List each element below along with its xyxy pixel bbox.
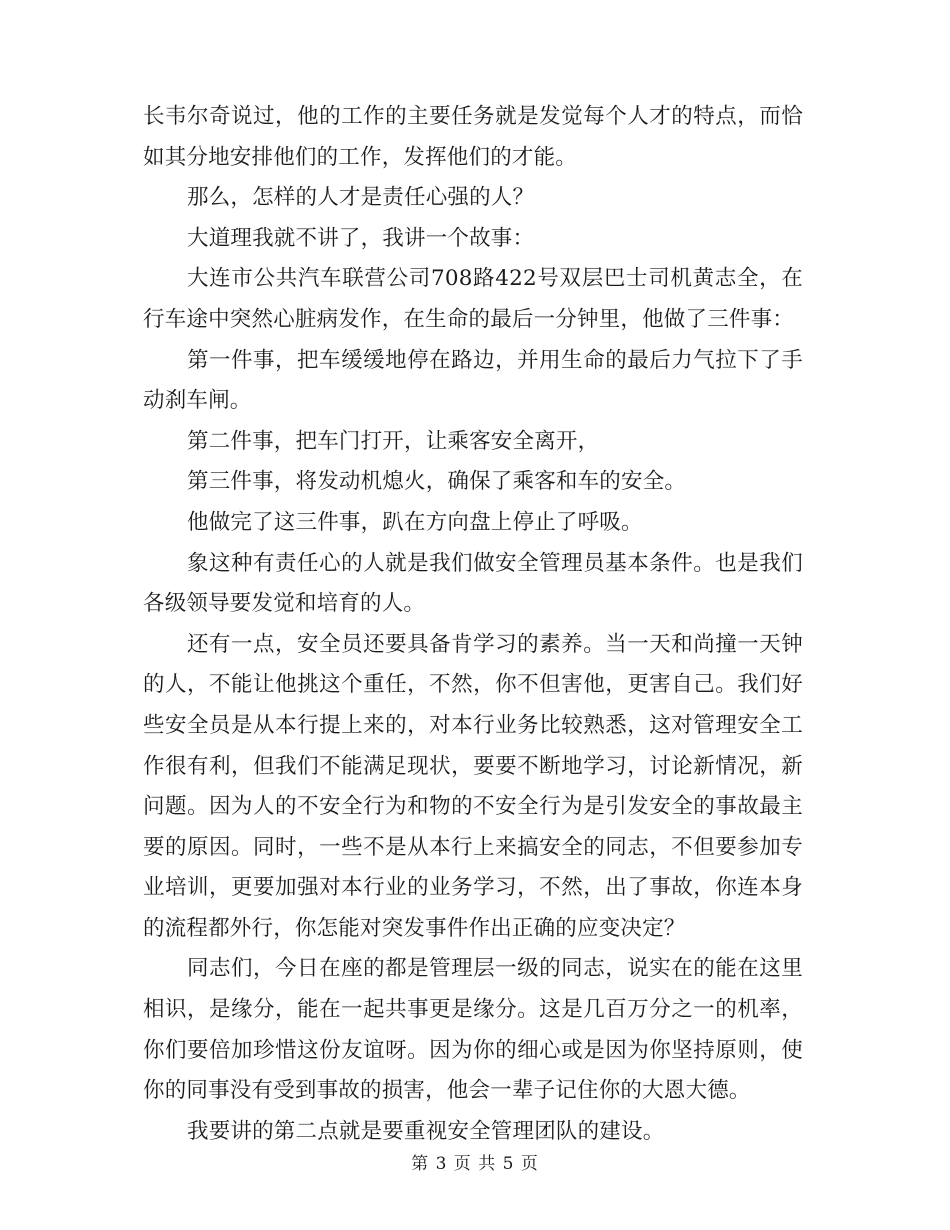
paragraph-4: 大连市公共汽车联营公司708路422号双层巴士司机黄志全，在行车途中突然心脏病发作，在生命的最后一分钟里，他做了三件事： bbox=[143, 266, 803, 332]
paragraph-6: 第二件事，把车门打开，让乘客安全离开， bbox=[187, 428, 600, 454]
paragraph-8: 他做完了这三件事，趴在方向盘上停止了呼吸。 bbox=[187, 509, 643, 535]
paragraph-10: 还有一点，安全员还要具备肯学习的素养。当一天和尚撞一天钟的人，不能让他挑这个重任，不然，你不但害他，更害自己。我们好些安全员是从本行提上来的，对本行业务比较熟悉，这对管理安全工作很有利，但我们不能满足现状，要要不断地学习，讨论新情况，新问题。因为人的不安全行为和物的不安全行为是引发安全的事故最主要的原因。同时，一些不是从本行上来搞安全的同志，不但要参加专业培训，更要加强对本行业的业务学习，不然，出了事故，你连本身的流程都外行，你怎能对突发事件作出正确的应变决定？ bbox=[143, 631, 803, 941]
paragraph-12: 我要讲的第二点就是要重视安全管理团队的建设。 bbox=[187, 1118, 665, 1144]
page-footer bbox=[0, 1152, 950, 1176]
paragraph-11: 同志们，今日在座的都是管理层一级的同志，说实在的能在这里相识，是缘分，能在一起共事更是缘分。这是几百万分之一的机率，你们要倍加珍惜这份友谊呀。因为你的细心或是因为你坚持原则，使你的同事没有受到事故的损害，他会一辈子记住你的大恩大德。 bbox=[143, 956, 803, 1104]
paragraph-5: 第一件事，把车缓缓地停在路边，并用生命的最后力气拉下了手动刹车闸。 bbox=[143, 347, 803, 414]
paragraph-1: 长韦尔奇说过，他的工作的主要任务就是发觉每个人才的特点，而恰如其分地安排他们的工作，发挥他们的才能。 bbox=[143, 104, 803, 170]
document-body bbox=[143, 97, 803, 1152]
page-number-label: 第 3 页 共 5 页 bbox=[411, 1154, 539, 1174]
paragraph-9: 象这种有责任心的人就是我们做安全管理员基本条件。也是我们各级领导要发觉和培育的人。 bbox=[143, 550, 803, 617]
paragraph-7: 第三件事，将发动机熄火，确保了乘客和车的安全。 bbox=[187, 469, 687, 495]
paragraph-3: 大道理我就不讲了，我讲一个故事： bbox=[187, 225, 535, 251]
paragraph-2: 那么，怎样的人才是责任心强的人？ bbox=[187, 185, 535, 211]
